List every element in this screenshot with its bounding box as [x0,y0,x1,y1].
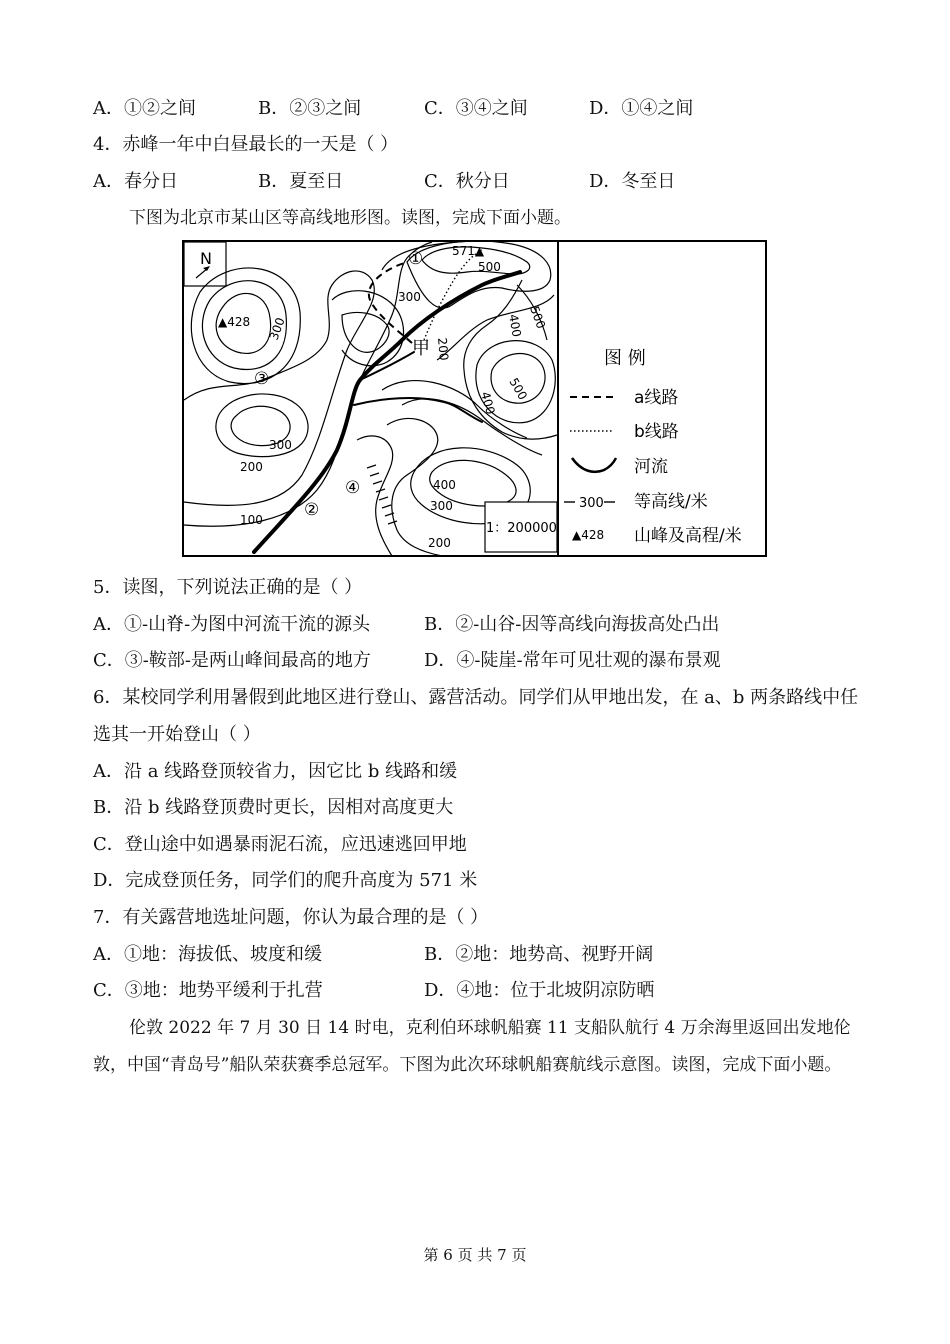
north-label: N [200,249,212,268]
legend-contour-value: 300 [579,496,604,511]
peak-428-label: ▲428 [218,315,251,329]
intro-map: 下图为北京市某山区等高线地形图。读图，完成下面小题。 [129,208,571,228]
q5-option-b: B．②-山谷-因等高线向海拔高处凸出 [424,614,720,635]
q4-option-d: D．冬至日 [589,171,676,192]
q7-stem: 7．有关露营地选址问题，你认为最合理的是（ ） [93,907,489,928]
q5-option-d: D．④-陡崖-常年可见壮观的瀑布景观 [424,650,721,671]
legend-peak: 山峰及高程/米 [634,526,742,546]
scale-label: 1：200000 [486,521,557,536]
legend-river: 河流 [634,457,668,477]
q3-option-b: B．②③之间 [258,98,362,119]
contour-label-300-low: 300 [430,499,453,513]
q6-option-b: B．沿 b 线路登顶费时更长，因相对高度更大 [93,797,454,818]
q3-option-a: A．①②之间 [93,98,196,119]
peak-571-label: 571▲ [452,244,485,258]
q5-option-a: A．①-山脊-为图中河流干流的源头 [93,614,371,635]
contour-label-300-top: 300 [398,290,421,304]
contour-label-500-right: 500 [527,304,549,331]
q6-option-c: C．登山途中如遇暴雨泥石流，应迅速逃回甲地 [93,834,467,855]
intro-sailing: 伦敦 2022 年 7 月 30 日 14 时电，克利伯环球帆船赛 11 支船队航行 4 万余海里返回出发地伦敦，中国“青岛号”船队荣获赛季总冠军。下图为此次环球帆船赛航线示意图。读图，完成下面小题。 [93,1018,851,1075]
q4-option-b: B．夏至日 [258,171,344,192]
q6-option-a: A．沿 a 线路登顶较省力，因它比 b 线路和缓 [93,761,458,782]
contour-label-400-inner: 400 [478,390,498,416]
marker-2: ② [304,500,320,520]
legend-title: 图 例 [604,348,646,369]
legend-route-a: a线路 [634,388,679,408]
q6-option-d: D．完成登顶任务，同学们的爬升高度为 571 米 [93,870,478,891]
q5-option-c: C．③-鞍部-是两山峰间最高的地方 [93,650,371,671]
contour-label-400-right: 400 [506,313,524,339]
marker-4: ④ [345,478,361,498]
q7-option-a: A．①地：海拔低、坡度和缓 [93,944,322,965]
q7-option-c: C．③地：地势平缓利于扎营 [93,980,323,1001]
legend-peak-value: ▲428 [572,528,605,542]
legend-contour: 等高线/米 [634,492,708,512]
contour-label-200-low: 200 [428,536,451,550]
contour-label-300-bowl: 300 [269,438,292,452]
q6-stem: 6．某校同学利用暑假到此地区进行登山、露营活动。同学们从甲地出发，在 a、b 两条路线中任选其一开始登山（ ） [93,687,859,745]
contour-label-300-left: 300 [266,315,288,343]
contour-label-200-left: 200 [240,460,263,474]
q4-stem: 4．赤峰一年中白昼最长的一天是（ ） [93,134,399,155]
page-footer: 第 6 页 共 7 页 [423,1246,527,1264]
marker-1: ① [408,249,424,269]
legend-route-b: b线路 [634,422,679,442]
contour-label-500-inner: 500 [506,375,530,403]
q7-option-d: D．④地：位于北坡阴凉防晒 [424,980,655,1001]
contour-label-500-top: 500 [478,260,501,274]
contour-label-200-mid: 200 [435,337,451,362]
q3-option-d: D．①④之间 [589,98,694,119]
q5-stem: 5．读图，下列说法正确的是（ ） [93,577,363,598]
q4-option-a: A．春分日 [93,171,178,192]
contour-label-100-left: 100 [240,513,263,527]
site-jia: 甲 [412,338,430,359]
marker-3: ③ [254,369,270,389]
q3-option-c: C．③④之间 [424,98,528,119]
contour-map-figure [182,240,768,558]
q4-option-c: C．秋分日 [424,171,510,192]
q7-option-b: B．②地：地势高、视野开阔 [424,944,654,965]
contour-label-400-low: 400 [433,478,456,492]
